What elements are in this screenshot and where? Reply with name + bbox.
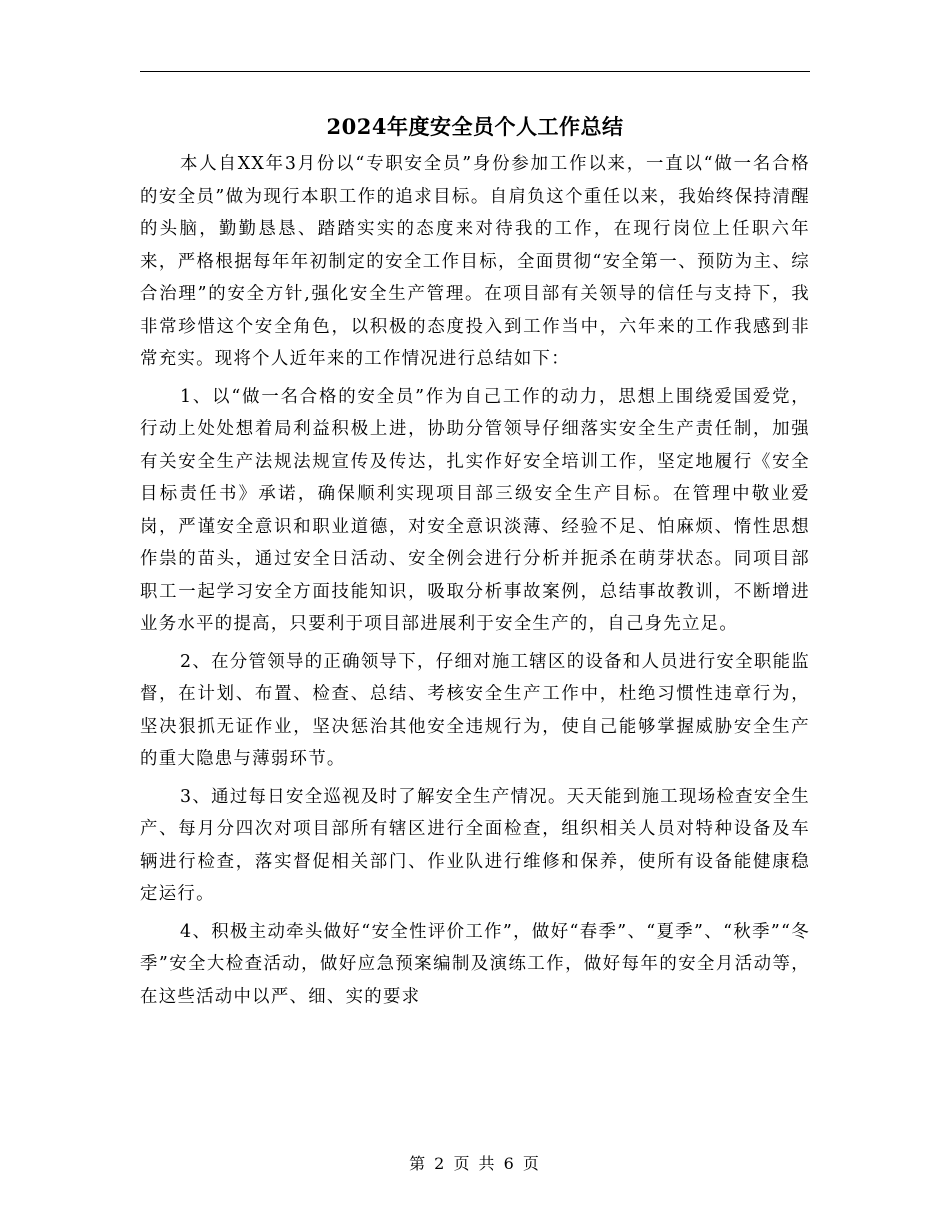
paragraph-item-1: 1、以“做一名合格的安全员”作为自己工作的动力，思想上围绕爱国爱党，行动上处处想着局利益积极上进，协助分管领导仔细落实安全生产责任制，加强有关安全生产法规法规宣传及传达，扎实作好安全培训工作，坚定地履行《安全目标责任书》承诺，确保顺利实现项目部三级安全生产目标。在管理中敬业爱岗，严谨安全意识和职业道德，对安全意识淡薄、经验不足、怕麻烦、惰性思想作祟的苗头，通过安全日活动、安全例会进行分析并扼杀在萌芽状态。同项目部职工一起学习安全方面技能知识，吸取分析事故案例，总结事故教训，不断增进业务水平的提高，只要利于项目部进展利于安全生产的，自己身先立足。 bbox=[140, 386, 810, 634]
header-rule bbox=[140, 71, 810, 72]
document-body bbox=[140, 148, 810, 1018]
paragraph-item-4: 4、积极主动牵头做好“安全性评价工作”，做好“春季”、“夏季”、“秋季”“冬季”安全大检查活动，做好应急预案编制及演练工作，做好每年的安全月活动等，在这些活动中以严、细、实的要求 bbox=[140, 921, 810, 1007]
page-number-footer: 第 2 页 共 6 页 bbox=[409, 1154, 541, 1173]
paragraph-intro: 本人自XX年3月份以“专职安全员”身份参加工作以来，一直以“做一名合格的安全员”做为现行本职工作的追求目标。自肩负这个重任以来，我始终保持清醒的头脑，勤勤恳恳、踏踏实实的态度来对待我的工作，在现行岗位上任职六年来，严格根据每年年初制定的安全工作目标，全面贯彻“安全第一、预防为主、综合治理”的安全方针,强化安全生产管理。在项目部有关领导的信任与支持下，我非常珍惜这个安全角色，以积极的态度投入到工作当中，六年来的工作我感到非常充实。现将个人近年来的工作情况进行总结如下： bbox=[140, 154, 810, 369]
paragraph-item-3: 3、通过每日安全巡视及时了解安全生产情况。天天能到施工现场检查安全生产、每月分四次对项目部所有辖区进行全面检查，组织相关人员对特种设备及车辆进行检查，落实督促相关部门、作业队进行维修和保养，使所有设备能健康稳定运行。 bbox=[140, 786, 810, 904]
document-title: 2024年度安全员个人工作总结 bbox=[326, 114, 624, 139]
paragraph-item-2: 2、在分管领导的正确领导下，仔细对施工辖区的设备和人员进行安全职能监督，在计划、布置、检查、总结、考核安全生产工作中，杜绝习惯性违章行为，坚决狠抓无证作业，坚决惩治其他安全违规行为，使自己能够掌握威胁安全生产的重大隐患与薄弱环节。 bbox=[140, 651, 810, 769]
